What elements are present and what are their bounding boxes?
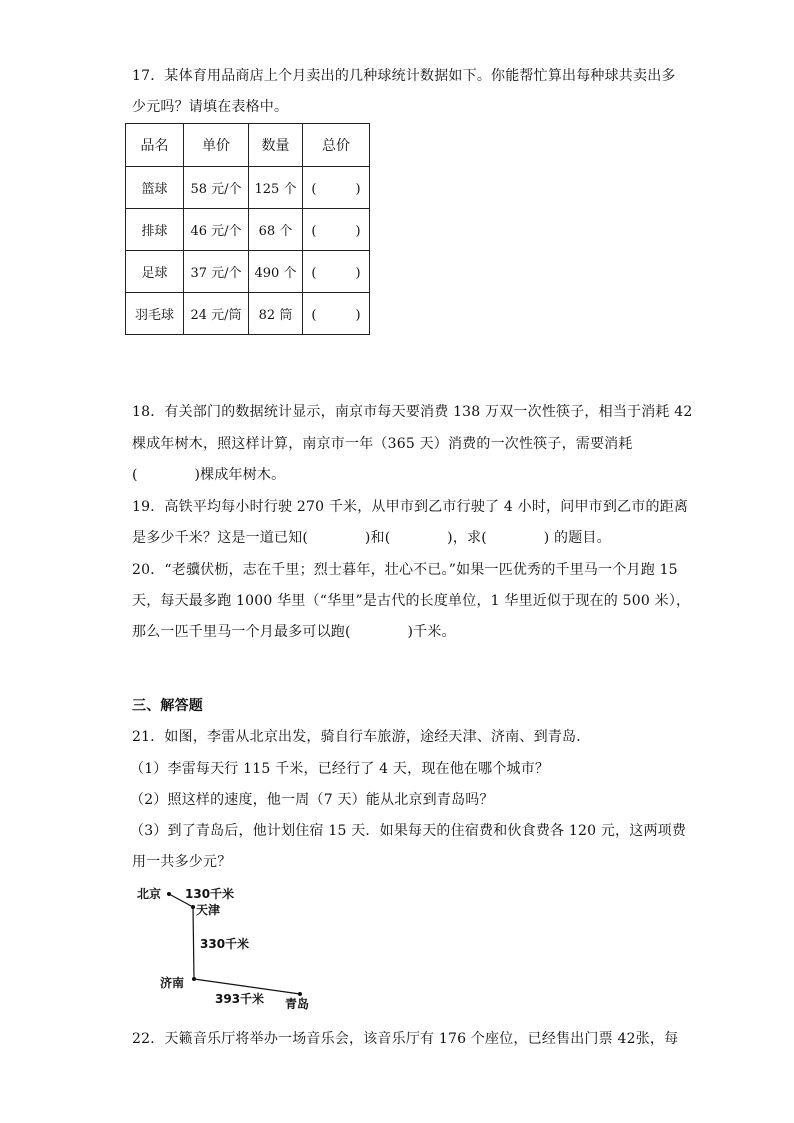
distance-label-tianjin-jinan: 330千米: [200, 937, 250, 951]
table-row: [126, 167, 370, 209]
q21-part-2: （2）照这样的速度，他一周（7 天）能从北京到青岛吗？: [130, 792, 494, 808]
table-row: [126, 293, 370, 335]
header-cell: 总价: [303, 124, 370, 167]
answer-blank[interactable]: ( ): [303, 209, 370, 251]
q22-line-1: 22．天籁音乐厅将举办一场音乐会，该音乐厅有 176 个座位，已经售出门票 42张，每: [132, 1031, 679, 1047]
distance-label-jinan-qingdao: 393千米: [215, 992, 265, 1006]
route-tianjin-jinan: [193, 907, 194, 979]
city-dot-beijing: [167, 892, 171, 896]
q18-line-3: ( )棵成年树木。: [132, 467, 286, 483]
q21-part-3a: （3）到了青岛后，他计划住宿 15 天．如果每天的住宿费和伙食费各 120 元，这两项费: [130, 823, 687, 839]
table-cell: 羽毛球: [126, 293, 184, 335]
table-cell: 37 元/个: [184, 251, 249, 293]
city-label-qingdao: 青岛: [285, 997, 310, 1011]
table-cell: 125 个: [249, 167, 303, 209]
q21-part-1: （1）李雷每天行 115 千米，已经行了 4 天，现在他在哪个城市？: [130, 761, 550, 777]
city-dot-jinan: [192, 977, 196, 981]
answer-blank[interactable]: ( ): [303, 251, 370, 293]
q20-line-1: 20．“老骥伏枥，志在千里；烈士暮年，壮心不已。”如果一匹优秀的千里马一个月跑 15: [132, 562, 678, 578]
table-cell: 58 元/个: [184, 167, 249, 209]
distance-label-beijing-tianjin: 130千米: [185, 887, 235, 901]
section-heading: 三、解答题: [132, 698, 203, 714]
table-cell: 46 元/个: [184, 209, 249, 251]
table-cell: 足球: [126, 251, 184, 293]
city-label-jinan: 济南: [160, 976, 185, 990]
table-cell: 68 个: [249, 209, 303, 251]
q20-line-3: 那么一匹千里马一个月最多可以跑( )千米。: [132, 624, 456, 640]
q19-line-1: 19．高铁平均每小时行驶 270 千米，从甲市到乙市行驶了 4 小时，问甲市到乙市的距离: [132, 499, 689, 515]
table-cell: 排球: [126, 209, 184, 251]
table-cell: 490 个: [249, 251, 303, 293]
answer-blank[interactable]: ( ): [303, 293, 370, 335]
header-cell: 单价: [184, 124, 249, 167]
ball-sales-table: [125, 123, 370, 335]
q18-line-2: 棵成年树木，照这样计算，南京市一年（365 天）消费的一次性筷子，需要消耗: [132, 436, 633, 452]
table-cell: 篮球: [126, 167, 184, 209]
city-dot-tianjin: [191, 905, 195, 909]
q17-line-2: 少元吗？请填在表格中。: [132, 99, 289, 115]
city-dot-qingdao: [298, 992, 302, 996]
header-cell: 数量: [249, 124, 303, 167]
q17-line-1: 17．某体育用品商店上个月卖出的几种球统计数据如下。你能帮忙算出每种球共卖出多: [132, 68, 676, 84]
header-cell: 品名: [126, 124, 184, 167]
q20-line-2: 天，每天最多跑 1000 华里（“华里”是古代的长度单位，1 华里近似于现在的 500 米），: [132, 593, 691, 609]
table-header-row: [126, 124, 370, 167]
q21-intro: 21．如图，李雷从北京出发，骑自行车旅游，途经天津、济南、到青岛．: [132, 729, 591, 745]
city-label-beijing: 北京: [137, 887, 162, 901]
q19-line-2: 是多少千米？这是一道已知( )和( )，求( ) 的题目。: [132, 530, 611, 546]
answer-blank[interactable]: ( ): [303, 167, 370, 209]
table-row: [126, 251, 370, 293]
q21-part-3b: 用一共多少元？: [132, 854, 232, 870]
city-label-tianjin: 天津: [196, 903, 221, 917]
route-map: [130, 880, 360, 1015]
table-row: [126, 209, 370, 251]
q18-line-1: 18．有关部门的数据统计显示，南京市每天要消费 138 万双一次性筷子，相当于消耗 42: [132, 404, 693, 420]
table-cell: 24 元/筒: [184, 293, 249, 335]
table-cell: 82 筒: [249, 293, 303, 335]
